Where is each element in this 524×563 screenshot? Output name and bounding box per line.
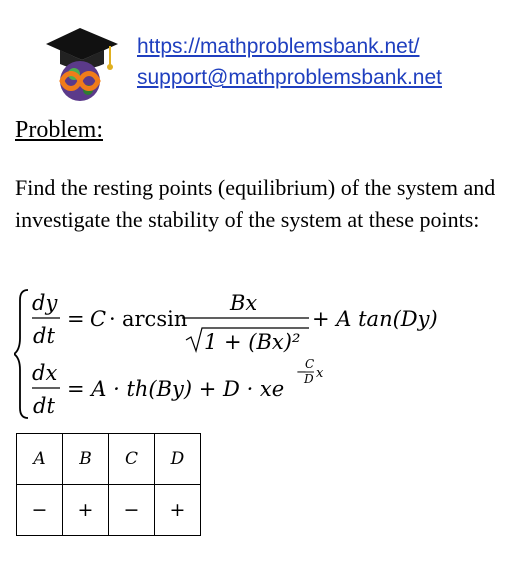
- problem-heading: Problem:: [15, 117, 103, 143]
- param-b-header: B: [63, 434, 109, 485]
- eq1-lhs-denominator: dt: [33, 324, 55, 348]
- eq1-tail: + A tan(Dy): [312, 307, 438, 331]
- problem-statement: Find the resting points (equilibrium) of the system and investigate the stability of the system at these points:: [15, 175, 496, 232]
- eq1-coefficient: C: [90, 307, 107, 331]
- eq1-function: arcsin: [122, 307, 188, 331]
- eq2-exponent-variable: x: [316, 366, 324, 381]
- eq2-lhs-numerator: dx: [32, 361, 58, 385]
- param-c-header: C: [109, 434, 155, 485]
- graduation-cap-infinity-icon: [44, 24, 120, 104]
- contact-links: [137, 31, 442, 93]
- system-brace: [14, 290, 28, 418]
- eq2-exponent-sign: −: [296, 365, 307, 380]
- param-a-header: A: [17, 434, 63, 485]
- param-d-sign: +: [155, 485, 201, 536]
- differential-system: [14, 286, 514, 422]
- param-b-sign: +: [63, 485, 109, 536]
- support-email-link[interactable]: support@mathproblemsbank.net: [137, 66, 442, 89]
- eq1-fraction-numerator: Bx: [230, 291, 258, 315]
- equation-1: [32, 291, 438, 354]
- parameter-header-row: [17, 434, 201, 485]
- eq2-body: = A · th(By) + D · xe: [67, 377, 285, 401]
- param-c-sign: −: [109, 485, 155, 536]
- eq2-exponent-denominator: D: [304, 372, 314, 386]
- param-a-sign: −: [17, 485, 63, 536]
- website-link[interactable]: https://mathproblemsbank.net/: [137, 35, 420, 58]
- equation-2: [32, 357, 324, 418]
- eq1-equals: =: [67, 307, 85, 331]
- eq1-sqrt-inner: 1 + (Bx)²: [204, 330, 301, 354]
- eq2-exponent-numerator: C: [305, 357, 315, 371]
- parameter-sign-table: [16, 433, 201, 536]
- param-d-header: D: [155, 434, 201, 485]
- eq1-lhs-numerator: dy: [32, 291, 58, 315]
- eq1-dot: ·: [109, 307, 116, 331]
- parameter-sign-row: [17, 485, 201, 536]
- eq2-lhs-denominator: dt: [33, 394, 55, 418]
